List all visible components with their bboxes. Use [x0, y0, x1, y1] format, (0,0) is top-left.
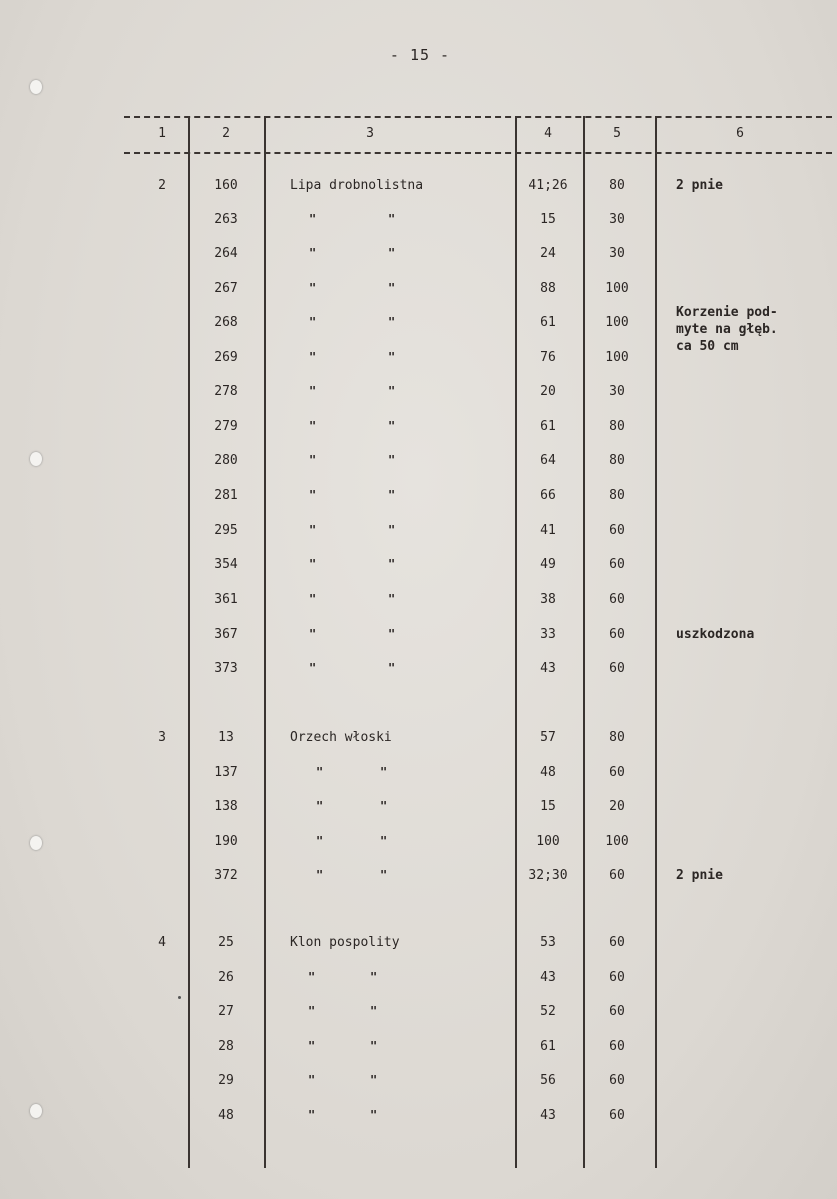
- diameter-value: 76: [540, 350, 556, 365]
- column-header-2: 2: [222, 126, 230, 141]
- group-number: 3: [158, 730, 166, 745]
- ditto-mark: ": [388, 246, 396, 260]
- diameter-value: 61: [540, 419, 556, 434]
- diameter-value: 100: [536, 834, 560, 849]
- height-value: 60: [609, 1073, 625, 1088]
- diameter-value: 38: [540, 592, 556, 607]
- ditto-mark: ": [388, 661, 396, 675]
- height-value: 60: [609, 970, 625, 985]
- ditto-mark: ": [309, 453, 317, 467]
- height-value: 60: [609, 765, 625, 780]
- tree-number: 267: [214, 281, 238, 296]
- ditto-mark: ": [308, 1073, 316, 1087]
- group-number: 4: [158, 935, 166, 950]
- height-value: 60: [609, 1039, 625, 1054]
- ditto-mark: ": [309, 212, 317, 226]
- ditto-mark: ": [309, 523, 317, 537]
- tree-number: 268: [214, 315, 238, 330]
- height-value: 60: [609, 627, 625, 642]
- ditto-mark: ": [309, 281, 317, 295]
- diameter-value: 52: [540, 1004, 556, 1019]
- column-header-3: 3: [366, 126, 374, 141]
- ditto-mark: ": [380, 765, 388, 779]
- diameter-value: 43: [540, 1108, 556, 1123]
- height-value: 30: [609, 384, 625, 399]
- height-value: 30: [609, 212, 625, 227]
- ditto-mark: ": [388, 212, 396, 226]
- tree-number: 280: [214, 453, 238, 468]
- height-value: 60: [609, 868, 625, 883]
- ditto-mark: ": [380, 834, 388, 848]
- ditto-mark: ": [308, 1004, 316, 1018]
- height-value: 60: [609, 935, 625, 950]
- height-value: 100: [605, 834, 629, 849]
- column-header-5: 5: [613, 126, 621, 141]
- species-name: Klon pospolity: [290, 935, 400, 950]
- ditto-mark: ": [316, 799, 324, 813]
- group-number: 2: [158, 178, 166, 193]
- tree-number: 372: [214, 868, 238, 883]
- diameter-value: 15: [540, 799, 556, 814]
- diameter-value: 33: [540, 627, 556, 642]
- ditto-mark: ": [380, 868, 388, 882]
- ditto-mark: ": [309, 661, 317, 675]
- diameter-value: 64: [540, 453, 556, 468]
- tree-number: 263: [214, 212, 238, 227]
- ditto-mark: ": [308, 1108, 316, 1122]
- diameter-value: 61: [540, 1039, 556, 1054]
- ditto-mark: ": [388, 350, 396, 364]
- page-number: - 15 -: [389, 46, 451, 64]
- height-value: 60: [609, 1004, 625, 1019]
- diameter-value: 56: [540, 1073, 556, 1088]
- ditto-mark: ": [309, 627, 317, 641]
- ditto-mark: ": [308, 970, 316, 984]
- ditto-mark: ": [388, 384, 396, 398]
- height-value: 100: [605, 350, 629, 365]
- diameter-value: 20: [540, 384, 556, 399]
- tree-number: 13: [218, 730, 234, 745]
- height-value: 80: [609, 453, 625, 468]
- column-divider: [515, 116, 517, 1168]
- ditto-mark: ": [388, 523, 396, 537]
- species-name: Lipa drobnolistna: [290, 178, 424, 193]
- punch-hole: [30, 80, 42, 94]
- remarks: uszkodzona: [676, 627, 755, 642]
- tree-number: 279: [214, 419, 238, 434]
- ditto-mark: ": [309, 419, 317, 433]
- ditto-mark: ": [388, 627, 396, 641]
- column-header-6: 6: [736, 126, 744, 141]
- ditto-mark: ": [388, 488, 396, 502]
- diameter-value: 49: [540, 557, 556, 572]
- tree-number: 27: [218, 1004, 234, 1019]
- tree-number: 160: [214, 178, 238, 193]
- tree-number: 29: [218, 1073, 234, 1088]
- column-divider: [264, 116, 266, 1168]
- height-value: 80: [609, 730, 625, 745]
- height-value: 30: [609, 246, 625, 261]
- ditto-mark: ": [309, 592, 317, 606]
- ditto-mark: ": [316, 868, 324, 882]
- column-header-1: 1: [158, 126, 166, 141]
- diameter-value: 43: [540, 661, 556, 676]
- diameter-value: 53: [540, 935, 556, 950]
- ditto-mark: ": [370, 1039, 378, 1053]
- diameter-value: 41: [540, 523, 556, 538]
- remarks: 2 pnie: [676, 868, 723, 883]
- ditto-mark: ": [370, 1073, 378, 1087]
- ditto-mark: ": [309, 315, 317, 329]
- tree-number: 264: [214, 246, 238, 261]
- ditto-mark: ": [309, 246, 317, 260]
- ink-speck: [178, 996, 181, 999]
- ditto-mark: ": [380, 799, 388, 813]
- ditto-mark: ": [388, 281, 396, 295]
- ditto-mark: ": [308, 1039, 316, 1053]
- ditto-mark: ": [388, 315, 396, 329]
- diameter-value: 41;26: [528, 178, 568, 193]
- column-divider: [655, 116, 657, 1168]
- ditto-mark: ": [370, 1108, 378, 1122]
- height-value: 80: [609, 488, 625, 503]
- diameter-value: 48: [540, 765, 556, 780]
- column-divider: [188, 116, 190, 1168]
- height-value: 80: [609, 178, 625, 193]
- tree-number: 137: [214, 765, 238, 780]
- tree-number: 26: [218, 970, 234, 985]
- tree-number: 25: [218, 935, 234, 950]
- diameter-value: 61: [540, 315, 556, 330]
- tree-number: 361: [214, 592, 238, 607]
- ditto-mark: ": [309, 557, 317, 571]
- table-header-rule: [124, 152, 832, 154]
- height-value: 80: [609, 419, 625, 434]
- ditto-mark: ": [309, 384, 317, 398]
- diameter-value: 32;30: [528, 868, 568, 883]
- tree-number: 354: [214, 557, 238, 572]
- height-value: 100: [605, 281, 629, 296]
- tree-number: 373: [214, 661, 238, 676]
- height-value: 60: [609, 592, 625, 607]
- species-name: Orzech włoski: [290, 730, 392, 745]
- ditto-mark: ": [309, 488, 317, 502]
- tree-number: 48: [218, 1108, 234, 1123]
- punch-hole: [30, 1104, 42, 1118]
- punch-hole: [30, 452, 42, 466]
- ditto-mark: ": [370, 970, 378, 984]
- ditto-mark: ": [388, 453, 396, 467]
- ditto-mark: ": [309, 350, 317, 364]
- column-divider: [583, 116, 585, 1168]
- tree-number: 367: [214, 627, 238, 642]
- ditto-mark: ": [316, 834, 324, 848]
- height-value: 60: [609, 661, 625, 676]
- ditto-mark: ": [388, 557, 396, 571]
- tree-number: 269: [214, 350, 238, 365]
- tree-number: 138: [214, 799, 238, 814]
- table-top-rule: [124, 116, 832, 118]
- remarks: Korzenie pod- myte na głęb. ca 50 cm: [676, 305, 778, 354]
- tree-number: 190: [214, 834, 238, 849]
- diameter-value: 43: [540, 970, 556, 985]
- remarks: 2 pnie: [676, 178, 723, 193]
- tree-number: 28: [218, 1039, 234, 1054]
- ditto-mark: ": [370, 1004, 378, 1018]
- column-header-4: 4: [544, 126, 552, 141]
- ditto-mark: ": [388, 419, 396, 433]
- height-value: 100: [605, 315, 629, 330]
- height-value: 60: [609, 523, 625, 538]
- diameter-value: 57: [540, 730, 556, 745]
- diameter-value: 88: [540, 281, 556, 296]
- tree-number: 295: [214, 523, 238, 538]
- tree-number: 281: [214, 488, 238, 503]
- height-value: 20: [609, 799, 625, 814]
- height-value: 60: [609, 1108, 625, 1123]
- punch-hole: [30, 836, 42, 850]
- diameter-value: 24: [540, 246, 556, 261]
- height-value: 60: [609, 557, 625, 572]
- tree-number: 278: [214, 384, 238, 399]
- diameter-value: 66: [540, 488, 556, 503]
- ditto-mark: ": [316, 765, 324, 779]
- diameter-value: 15: [540, 212, 556, 227]
- ditto-mark: ": [388, 592, 396, 606]
